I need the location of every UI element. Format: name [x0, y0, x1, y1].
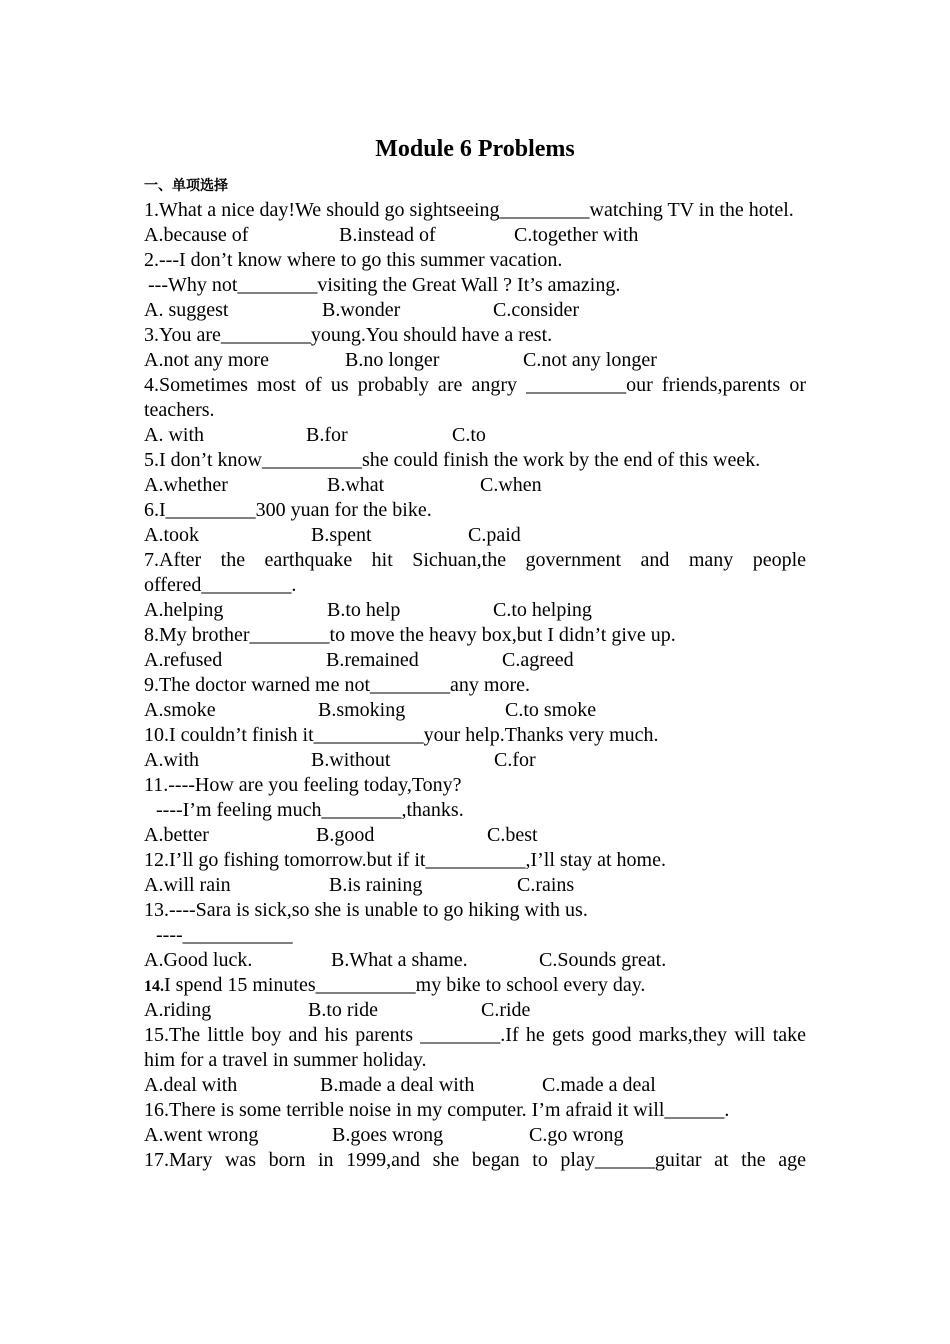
- option-c: C.together with: [514, 224, 639, 246]
- question-stem: 1.What a nice day!We should go sightseeing_________watching TV in the hotel.: [144, 199, 794, 221]
- option-row: [144, 1123, 806, 1148]
- option-b: B.for: [306, 424, 348, 446]
- option-a: A.whether: [144, 474, 228, 496]
- option-a: A.Good luck.: [144, 949, 253, 971]
- option-a: A.took: [144, 524, 199, 546]
- question-stem: 8.My brother________to move the heavy box,but I didn’t give up.: [144, 624, 676, 646]
- option-c: C.consider: [493, 299, 580, 321]
- option-row: [144, 998, 806, 1023]
- option-b: B.to help: [327, 599, 401, 621]
- option-c: C.when: [480, 474, 542, 496]
- option-a: A.helping: [144, 599, 224, 621]
- question-stem: 10.I couldn’t finish it___________your help.Thanks very much.: [144, 724, 659, 746]
- option-a: A. with: [144, 424, 204, 446]
- option-a: A.because of: [144, 224, 249, 246]
- question-stem-reply: ----I’m feeling much________,thanks.: [156, 799, 464, 821]
- option-row: [144, 748, 806, 773]
- question-stem: 12.I’ll go fishing tomorrow.but if it__________,I’ll stay at home.: [144, 849, 666, 871]
- option-c: C.to: [452, 424, 486, 446]
- question-list: [144, 174, 806, 1173]
- option-c: C.best: [487, 824, 538, 846]
- option-c: C.paid: [468, 524, 521, 546]
- option-a: A.refused: [144, 649, 223, 671]
- option-a: A.better: [144, 824, 209, 846]
- option-row: [144, 348, 806, 373]
- option-row: [144, 298, 806, 323]
- option-a: A.went wrong: [144, 1124, 259, 1146]
- question-number: 14.: [144, 978, 164, 995]
- option-b: B.what: [327, 474, 385, 496]
- option-b: B.goes wrong: [332, 1124, 444, 1146]
- option-a: A.will rain: [144, 874, 231, 896]
- option-a: A.riding: [144, 999, 212, 1021]
- option-b: B.no longer: [345, 349, 440, 371]
- option-row: [144, 648, 806, 673]
- option-a: A.deal with: [144, 1074, 238, 1096]
- question-stem: 4.Sometimes most of us probably are angry __________our friends,parents or teachers.: [144, 374, 806, 421]
- option-c: C.Sounds great.: [539, 949, 667, 971]
- question-stem-reply: ----___________: [156, 924, 293, 946]
- option-b: B.good: [316, 824, 375, 846]
- option-c: C.agreed: [502, 649, 574, 671]
- option-b: B.is raining: [329, 874, 423, 896]
- question-stem: 15.The little boy and his parents ________.If he gets good marks,they will take him for a travel in summer holiday.: [144, 1024, 806, 1071]
- option-b: B.instead of: [339, 224, 436, 246]
- option-row: [144, 698, 806, 723]
- option-b: B.without: [311, 749, 391, 771]
- option-b: B.What a shame.: [331, 949, 468, 971]
- question-stem: 3.You are_________young.You should have a rest.: [144, 324, 553, 346]
- option-b: B.to ride: [308, 999, 378, 1021]
- option-c: C.for: [494, 749, 536, 771]
- option-c: C.rains: [517, 874, 575, 896]
- option-b: B.remained: [326, 649, 419, 671]
- question-text: I spend 15 minutes__________my bike to school every day.: [164, 974, 646, 996]
- question-stem: 5.I don’t know__________she could finish the work by the end of this week.: [144, 449, 761, 471]
- option-row: [144, 523, 806, 548]
- option-c: C.go wrong: [529, 1124, 624, 1146]
- option-b: B.wonder: [322, 299, 401, 321]
- option-row: [144, 823, 806, 848]
- page-title: Module 6 Problems: [375, 136, 575, 162]
- section-heading: 一、单项选择: [144, 178, 228, 194]
- question-stem: 6.I_________300 yuan for the bike.: [144, 499, 432, 521]
- question-stem: 13.----Sara is sick,so she is unable to go hiking with us.: [144, 899, 588, 921]
- option-a: A. suggest: [144, 299, 229, 321]
- question-stem-reply: ---Why not________visiting the Great Wall ? It’s amazing.: [148, 274, 621, 296]
- option-row: [144, 598, 806, 623]
- question-stem: 11.----How are you feeling today,Tony?: [144, 774, 462, 796]
- option-row: [144, 473, 806, 498]
- option-a: A.smoke: [144, 699, 216, 721]
- question-stem: 16.There is some terrible noise in my computer. I’m afraid it will______.: [144, 1099, 730, 1121]
- option-row: [144, 873, 806, 898]
- option-b: B.made a deal with: [320, 1074, 475, 1096]
- option-b: B.spent: [311, 524, 372, 546]
- option-c: C.not any longer: [523, 349, 657, 371]
- question-stem: 2.---I don’t know where to go this summer vacation.: [144, 249, 563, 271]
- question-stem: [144, 973, 806, 998]
- question-stem: 9.The doctor warned me not________any more.: [144, 674, 531, 696]
- question-stem: 17.Mary was born in 1999,and she began to play______guitar at the age: [144, 1149, 806, 1171]
- option-b: B.smoking: [318, 699, 406, 721]
- option-a: A.not any more: [144, 349, 269, 371]
- option-a: A.with: [144, 749, 199, 771]
- question-stem: 7.After the earthquake hit Sichuan,the government and many people offered_________.: [144, 549, 806, 596]
- option-c: C.to smoke: [505, 699, 597, 721]
- option-row: [144, 223, 806, 248]
- option-row: [144, 423, 806, 448]
- option-row: [144, 1073, 806, 1098]
- option-c: C.made a deal: [542, 1074, 656, 1096]
- option-c: C.ride: [481, 999, 531, 1021]
- option-row: [144, 948, 806, 973]
- option-c: C.to helping: [493, 599, 592, 621]
